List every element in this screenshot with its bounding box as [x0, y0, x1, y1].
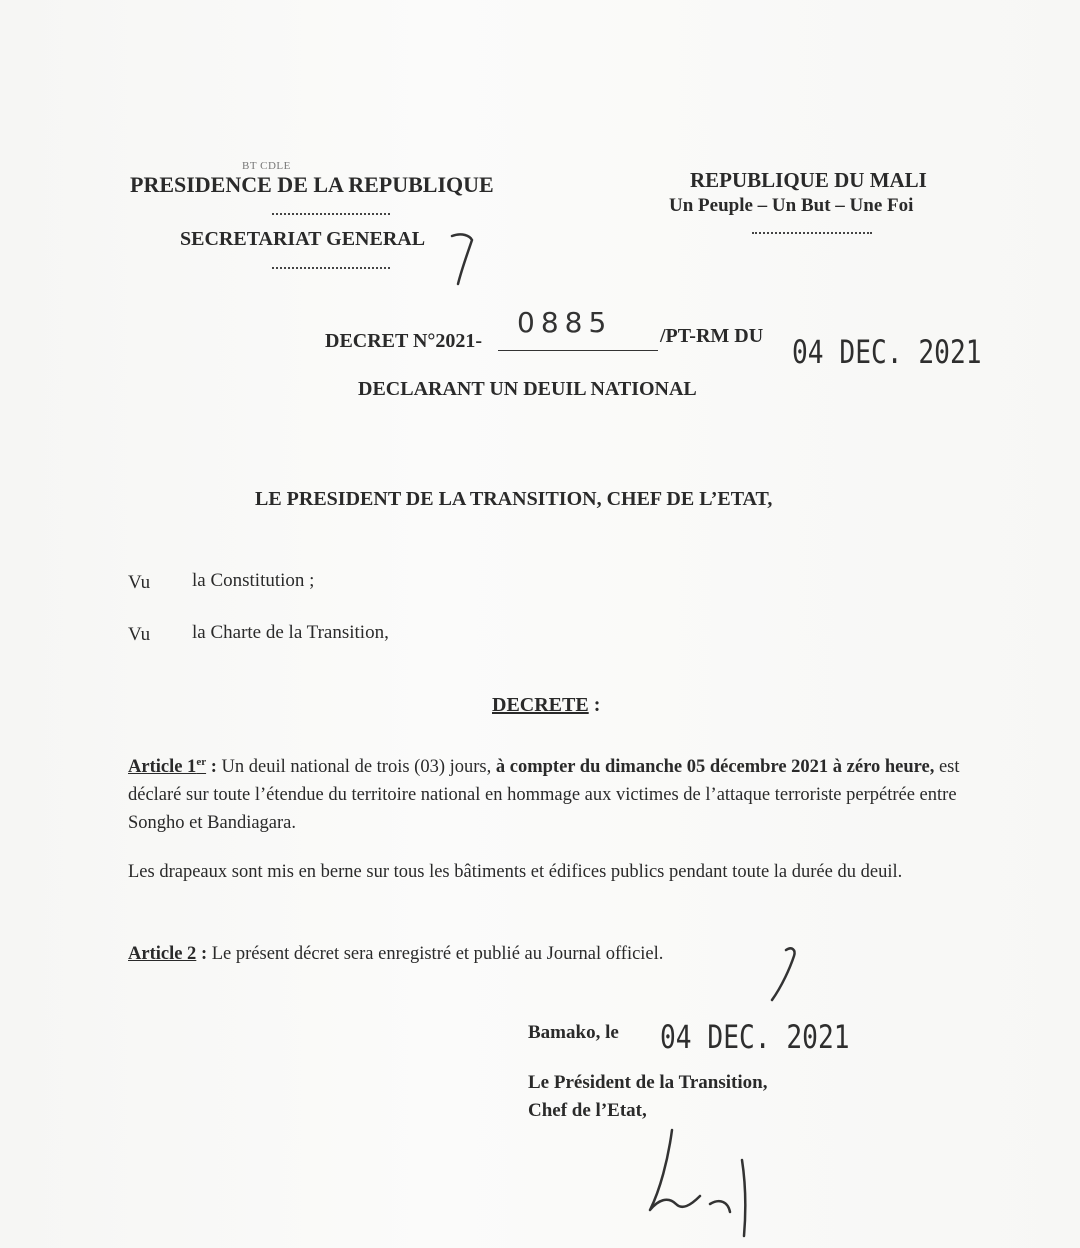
decree-number-prefix: DECRET N°2021-: [325, 330, 483, 352]
consideration-text: la Constitution ;: [192, 570, 315, 591]
article-1-text-a: Un deuil national de trois (03) jours,: [216, 757, 496, 778]
decree-number-suffix: /PT-RM DU: [660, 325, 764, 347]
signatory-title-line-1: Le Président de la Transition,: [528, 1072, 768, 1093]
article-1-label-sup: er: [196, 756, 207, 768]
article-1-text-bold: à compter du dimanche 05 décembre 2021 à zéro heure,: [495, 757, 935, 778]
presidence-heading: PRESIDENCE DE LA REPUBLIQUE: [130, 172, 494, 197]
article-1-text-b: est déclaré sur toute l’étendue du territoire national en hommage aux victimes de l’attaque terroriste perpétrée entre Songho et Bandiagara.: [128, 757, 960, 834]
reference-code: BT CDLE: [242, 160, 291, 172]
article-2-label: Article 2: [128, 944, 197, 964]
signature-place: Bamako, le: [528, 1022, 619, 1043]
article-1-colon: :: [206, 757, 217, 778]
decree-date-stamp: 04 DEC. 2021: [792, 333, 982, 371]
article-2-colon: :: [196, 944, 208, 964]
flags-paragraph: Les drapeaux sont mis en berne sur tous les bâtiments et édifices publics pendant toute la durée du deuil.: [128, 862, 903, 882]
signature-mark: [650, 1130, 745, 1236]
decrete-heading-text: DECRETE: [492, 694, 589, 716]
issuing-authority: LE PRESIDENT DE LA TRANSITION, CHEF DE L’ETAT,: [255, 488, 773, 510]
country-heading: REPUBLIQUE DU MALI: [690, 168, 927, 192]
article-2-text: Le présent décret sera enregistré et publié au Journal officiel.: [207, 944, 664, 964]
decree-subject: DECLARANT UN DEUIL NATIONAL: [358, 378, 697, 400]
initial-mark-article2: [772, 948, 795, 1000]
consideration-prefix: Vu: [128, 572, 151, 593]
national-motto: Un Peuple – Un But – Une Foi: [669, 195, 914, 216]
signature-date-stamp: 04 DEC. 2021: [660, 1018, 850, 1056]
signatory-title-line-2: Chef de l’Etat,: [528, 1100, 647, 1121]
decree-handwritten-number: 0885: [517, 306, 613, 339]
consideration-text: la Charte de la Transition,: [192, 622, 389, 643]
decrete-heading-colon: :: [588, 694, 601, 716]
secretariat-heading: SECRETARIAT GENERAL: [180, 228, 426, 250]
initial-mark-header: [452, 234, 472, 284]
consideration-prefix: Vu: [128, 624, 151, 645]
article-1-label-text: Article 1: [128, 757, 197, 778]
